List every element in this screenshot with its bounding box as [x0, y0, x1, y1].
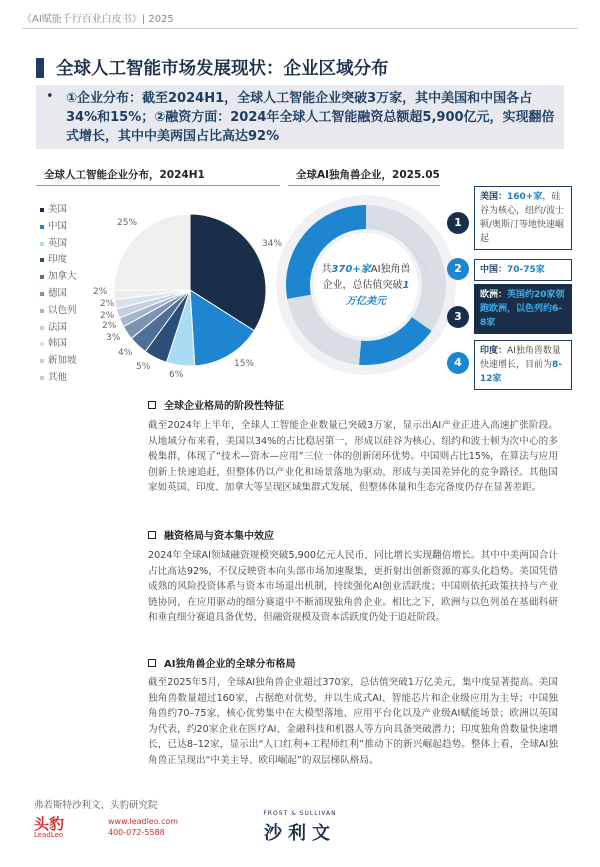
pie-label-8: 2% [100, 299, 115, 309]
section-body-2: 2024年全球AI领域融资规模突破5,900亿元人民币，同比增长实现翻倍增长。其中中美两国合计占比高达92%，不仅反映资本向头部市场加速聚集，更折射出创新资源的寡头化趋势。美国凭借成熟的风险投资体系与资本市场退出机制，持续强化AI创业活跃度；中国则依托政策扶持与产业链协同，在应用驱动的细分赛道中不断涌现独角兽企业。相比之下，欧洲与以色列虽在基础科研和垂直细分赛道具备优势，但融资规模及资本活跃度仍处于追赶阶段。 [148, 550, 558, 624]
unicorn-center-text [318, 262, 414, 310]
badge-1: 1 [447, 212, 469, 234]
contact-info [108, 816, 178, 838]
source-note: 弗若斯特沙利文、头豹研究院 [34, 800, 158, 811]
legend-label-2: 英国 [48, 237, 68, 249]
checkbox-square-icon [148, 659, 156, 667]
website-link[interactable]: www.leadleo.com [108, 817, 179, 826]
section-heading-1 [148, 397, 284, 412]
section-body-3: 截至2025年5月，全球AI独角兽企业超过370家，总估值突破1万亿美元，集中度显著提高。美国独角兽数量超过160家，占据绝对优势，并以生成式AI、智能芯片和企业级应用为主导；中国独角兽约70–75家，核心优势集中在大模型落地、应用平台化以及产业级AI赋能场景；欧洲以英国为代表，约20家企业在医疗AI、金融科技和机器人等方向具备突破潜力；印度独角兽数量快速增长，已达8–12家，显示出“人口红利+工程师红利”推动下的新兴崛起趋势。整体上看，全球AI独角兽正呈现出“中美主导、欧印崛起”的双层梯队格局。 [148, 677, 558, 766]
pie-label-10: 25% [117, 218, 138, 228]
checkbox-square-icon [148, 401, 156, 409]
legend-label-4: 加拿大 [48, 271, 77, 283]
china-value: 70-75家 [507, 265, 545, 275]
pie-label-3: 5% [136, 362, 151, 372]
china-key: 中国： [480, 265, 508, 275]
usa-rest: ，硅谷为核心，纽约/波士顿/奥斯汀等地快速崛起 [480, 192, 565, 244]
brand-cn: 头豹 [34, 815, 65, 833]
badge-4: 4 [447, 352, 469, 374]
legend-label-9: 新加坡 [48, 355, 77, 367]
page-title: 全球人工智能市场发展现状：企业区域分布 [56, 59, 389, 79]
pie-label-2: 6% [169, 370, 184, 380]
checkbox-square-icon [148, 531, 156, 539]
europe-value: 英国约20家领跑欧洲，以色列约6-8家 [480, 290, 565, 328]
info-box-usa [474, 186, 572, 250]
pie-label-6: 2% [102, 321, 117, 331]
section-body-1: 截至2024年上半年，全球人工智能企业数量已突破3万家，显示出AI产业正进入高速扩张阶段。从地域分布来看，美国以34%的占比稳居第一，形成以硅谷为核心、纽约和波士顿为次中心的多极集群，体现了“技术—资本—应用”三位一体的创新闭环优势。中国则占比15%，在算法与应用创新上快速追赶，但整体仍以产业化和场景落地为驱动，形成与美国差异化的竞争路径。其他国家如英国、印度、加拿大等呈现区域集群式发展，但整体体量和生态完备度仍存在显著差距。 [148, 420, 558, 494]
info-box-europe [474, 284, 572, 334]
usa-value: 160+家 [507, 192, 543, 202]
frost-sullivan-logo-cn: 沙利文 [264, 823, 336, 844]
center-highlight: 370+家 [331, 264, 371, 275]
legend-label-1: 中国 [48, 220, 68, 232]
pie-label-7: 2% [100, 311, 115, 321]
badge-3: 3 [447, 306, 469, 328]
doc-header: 《AI赋能千行百业白皮书》| 2025 [22, 14, 174, 25]
india-key: 印度： [480, 346, 508, 356]
section-heading-3-text: AI独角兽企业的全球分布格局 [164, 659, 296, 670]
brand-en: LeadLeo [34, 831, 64, 839]
center-prefix: 共 [321, 264, 332, 275]
pie-label-0: 34% [262, 239, 283, 249]
legend-label-3: 印度 [48, 254, 68, 266]
usa-key: 美国： [480, 192, 508, 202]
legend-label-10: 其他 [48, 371, 68, 383]
summary-text: ①企业分布：截至2024H1，全球人工智能企业突破3万家，其中美国和中国各占34%和15%；②融资方面：2024年全球人工智能融资总额超5,900亿元，实现翻倍式增长，其中中美两国占比高达92% [66, 91, 555, 144]
summary-bullet: • [46, 89, 54, 104]
pie-label-4: 4% [118, 348, 133, 358]
pie-label-1: 15% [234, 359, 255, 369]
phone-number: 400-072-5588 [108, 828, 165, 837]
legend-label-7: 法国 [48, 321, 68, 333]
legend-label-0: 美国 [48, 204, 68, 215]
info-box-india [474, 340, 572, 390]
india-rest: AI独角兽数量快速增长，目前为 [480, 346, 561, 370]
badge-2: 2 [447, 258, 469, 280]
center-value: 1万亿美元 [346, 280, 410, 307]
pie-label-9: 2% [93, 287, 108, 297]
section-heading-2-text: 融资格局与资本集中效应 [164, 531, 274, 542]
india-value: 8-12家 [480, 360, 563, 384]
legend-label-5: 德国 [48, 287, 68, 299]
legend-label-8: 韩国 [48, 338, 68, 350]
legend-label-6: 以色列 [48, 304, 77, 316]
section-heading-2 [148, 527, 274, 542]
section-heading-1-text: 全球企业格局的阶段性特征 [164, 401, 284, 412]
europe-key: 欧洲： [480, 290, 508, 300]
pie-chart-title: 全球人工智能企业分布，2024H1 [44, 169, 205, 181]
frost-sullivan-logo-en: FROST & SULLIVAN [263, 810, 337, 817]
center-mid: AI独角兽企业，总估值突破 [322, 264, 411, 291]
unicorn-panel-title: 全球AI独角兽企业，2025.05 [296, 169, 440, 181]
section-heading-3 [148, 655, 295, 670]
leadleo-logo [34, 813, 64, 839]
pie-label-5: 3% [106, 333, 121, 343]
info-box-china [474, 259, 572, 281]
